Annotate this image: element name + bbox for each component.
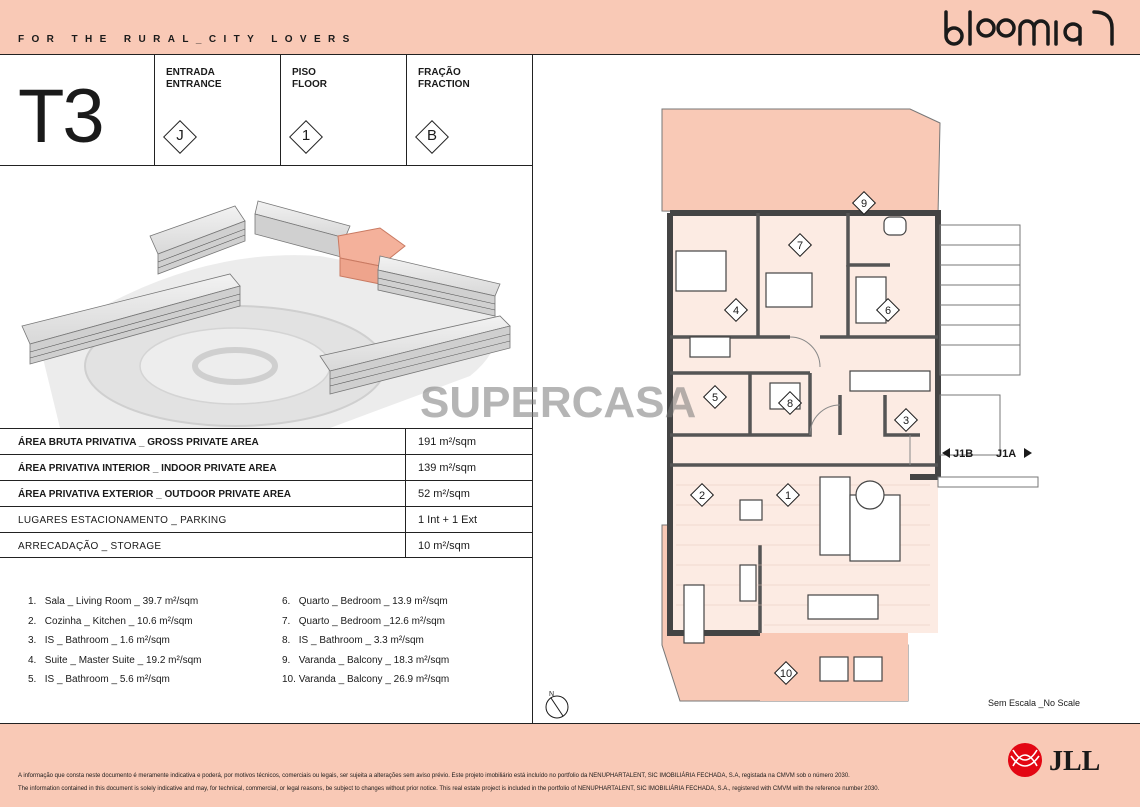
jll-logo-icon: [1005, 740, 1115, 780]
entrance-label-en: ENTRANCE: [166, 79, 222, 90]
room-item: [282, 631, 449, 651]
area-row: [0, 428, 532, 454]
room-text: Cozinha _ Kitchen _ 10.6 m²/sqm: [44, 615, 193, 627]
room-item: [282, 670, 449, 690]
room-number: 8.: [282, 635, 291, 646]
room-item: [282, 612, 449, 632]
room-tag-label: 6: [884, 305, 892, 317]
room-number: 2.: [28, 615, 37, 627]
area-row: [0, 454, 532, 480]
disclaimer-pt: A informação que consta neste documento é meramente indicativa e poderá, por motivos técnicos, comerciais ou legais, ser sujeita a alterações sem aviso prévio. Este projeto imobiliário está incluído no portfolio da NENUPHARTALENT, SIC IMOBILIÁRIA FECHADA, S.A, registada na CMVM sob o número 2030.: [18, 773, 850, 779]
jll-name: JLL: [1049, 746, 1101, 777]
fraction-value: B: [426, 127, 437, 144]
area-value: 52 m²/sqm: [418, 488, 470, 500]
fraction-label-en: FRACTION: [418, 79, 470, 90]
area-separator: [405, 481, 406, 506]
area-value: 139 m²/sqm: [418, 462, 477, 474]
room-item: [282, 592, 449, 612]
area-value: 10 m²/sqm: [418, 540, 470, 552]
area-separator: [405, 455, 406, 480]
room-tag-label: 1: [784, 490, 792, 502]
area-label: ÁREA PRIVATIVA EXTERIOR _ OUTDOOR PRIVATE AREA: [18, 489, 291, 500]
area-separator: [405, 507, 406, 532]
floor-label-en: FLOOR: [292, 79, 327, 90]
area-separator: [405, 429, 406, 454]
floor-label-pt: PISO: [292, 67, 316, 78]
area-label: LUGARES ESTACIONAMENTO _ PARKING: [18, 515, 227, 526]
area-value: 191 m²/sqm: [418, 436, 477, 448]
floor-plan: [640, 105, 1060, 680]
room-text: Sala _ Living Room _ 39.7 m²/sqm: [44, 596, 199, 607]
area-table: [0, 428, 532, 558]
room-text: Quarto _ Bedroom _12.6 m²/sqm: [298, 615, 445, 627]
room-number: 5.: [28, 674, 37, 685]
entrance-label: [166, 67, 222, 91]
room-tag-label: 3: [902, 415, 910, 427]
entrance-tag-j1a: J1A: [996, 448, 1017, 460]
room-number: 4.: [28, 654, 37, 666]
room-item: [28, 651, 202, 671]
entrance-value: J: [176, 127, 184, 144]
room-tag-label: 8: [786, 398, 794, 410]
area-label: ARRECADAÇÃO _ STORAGE: [18, 541, 162, 552]
room-list-right: [282, 592, 449, 690]
tagline: FOR THE RURAL_CITY LOVERS: [18, 34, 357, 45]
room-list-left: [28, 592, 202, 690]
area-label: ÁREA BRUTA PRIVATIVA _ GROSS PRIVATE AREA: [18, 437, 259, 448]
unit-type: T3: [18, 74, 103, 159]
area-label: ÁREA PRIVATIVA INTERIOR _ INDOOR PRIVATE AREA: [18, 463, 277, 474]
room-text: IS _ Bathroom _ 5.6 m²/sqm: [44, 674, 170, 685]
entrance-tag-j1b: J1B: [953, 448, 974, 460]
floor-label: [292, 67, 327, 91]
disclaimer: [18, 770, 958, 796]
room-text: Varanda _ Balcony _ 18.3 m²/sqm: [298, 654, 450, 666]
room-number: 1.: [28, 596, 37, 607]
svg-text:N: N: [549, 691, 555, 698]
header-separator: [154, 55, 155, 165]
header-separator: [280, 55, 281, 165]
room-tag-label: 9: [860, 198, 868, 210]
room-number: 3.: [28, 635, 37, 646]
room-number: 9.: [282, 654, 291, 666]
room-number: 10.: [282, 674, 296, 685]
room-tag-label: 10: [779, 668, 793, 680]
area-row: [0, 480, 532, 506]
bloomia-logo-icon: [942, 8, 1117, 48]
scale-note: Sem Escala _No Scale: [988, 698, 1081, 708]
fraction-label: [418, 67, 470, 91]
room-item: [282, 651, 449, 671]
north-arrow-icon: [543, 688, 571, 720]
room-item: [28, 631, 202, 651]
room-text: Quarto _ Bedroom _ 13.9 m²/sqm: [298, 596, 448, 607]
entrance-label-pt: ENTRADA: [166, 67, 215, 78]
room-tag-label: 4: [732, 305, 740, 317]
room-number: 7.: [282, 615, 291, 627]
disclaimer-en: The information contained in this document is solely indicative and may, for technical, commercial, or legal reasons, be subject to changes without prior notice. This real estate project is included in the portfolio of NENUPHARTALENT, SIC IMOBILIÁRIA FECHADA, S.A., registered with CMVM with the reference number 2030.: [18, 786, 880, 792]
room-item: [28, 670, 202, 690]
area-value: 1 Int + 1 Ext: [418, 514, 478, 526]
room-text: IS _ Bathroom _ 1.6 m²/sqm: [44, 635, 170, 646]
watermark: SUPERCASA: [420, 378, 697, 427]
room-text: IS _ Bathroom _ 3.3 m²/sqm: [298, 635, 424, 646]
fraction-label-pt: FRAÇÃO: [418, 67, 461, 78]
room-text: Suite _ Master Suite _ 19.2 m²/sqm: [44, 654, 202, 666]
room-item: [28, 612, 202, 632]
room-tag-label: 7: [796, 240, 804, 252]
header-separator: [406, 55, 407, 165]
floor-value: 1: [301, 127, 311, 144]
room-tag-label: 5: [711, 392, 719, 404]
room-text: Varanda _ Balcony _ 26.9 m²/sqm: [298, 674, 450, 685]
area-separator: [405, 533, 406, 557]
area-row: [0, 532, 532, 558]
room-number: 6.: [282, 596, 291, 607]
room-item: [28, 592, 202, 612]
area-row: [0, 506, 532, 532]
room-tag-label: 2: [698, 490, 706, 502]
